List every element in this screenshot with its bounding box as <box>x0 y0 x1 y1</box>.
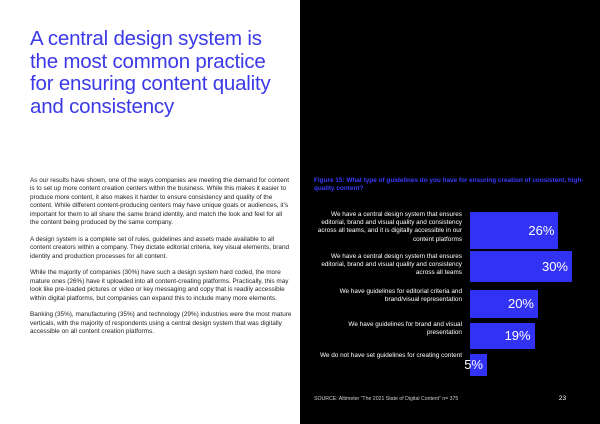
page-headline: A central design system is the most common practice for ensuring content quality and consistency <box>30 27 271 118</box>
bar-label: We have guidelines for editorial criteria and brand/visual representation <box>339 288 462 304</box>
body-paragraph: As our results have shown, one of the ways companies are meeting the demand for content is to set up more content creation centers within the business. While this makes it easier to produce more content, it also makes it harder to ensure consistency and quality of the content. While different content-producing centers may have unique goals or audiences, it’s important for them to all share the same brand identity, and match the look and feel for all the content being produced by the same company. <box>30 177 289 227</box>
body-text <box>30 177 292 345</box>
page-number: 23 <box>558 395 566 402</box>
bar-value-label: 30% <box>541 258 568 274</box>
bar-label: We have a central design system that ensures editorial, brand and visual quality and consistency across all teams <box>321 253 462 277</box>
body-paragraph: A design system is a complete set of rules, guidelines and assets made available to all content creators within a company. They dictate editorial criteria, key visual elements, brand identity and production processes for all content. <box>30 235 290 260</box>
bar-label: We have a central design system that ensures editorial, brand and visual quality and consistency across all teams, and it is digitally accessible in our content platforms <box>317 211 462 243</box>
chart-title: Figure 15: What type of guidelines do you have for ensuring creation of consistent, high-quality content? <box>314 177 584 193</box>
bar-value-label: 26% <box>528 222 555 238</box>
source-note: SOURCE: Altimeter “The 2021 State of Digital Content” n= 375 <box>314 396 459 402</box>
body-paragraph: While the majority of companies (30%) have such a design system hard coded, the more mature ones (26%) have it uploaded into all content-creating platforms. Practically, this may look like pre-loaded pictures or video or key messaging and copy that is readily accessible within digital platforms, but companies can expand this to include many more elements. <box>30 269 289 302</box>
body-paragraph: Banking (35%), manufacturing (35%) and technology (29%) industries were the most mature verticals, with the majority of respondents using a central design system that was digitally accessible on all content creation platforms. <box>30 311 292 336</box>
bar-value-label: 20% <box>507 296 534 311</box>
bar-value-label: 19% <box>504 328 531 343</box>
bar-label: We do not have set guidelines for creating content <box>320 352 462 359</box>
bar-label: We have guidelines for brand and visual presentation <box>348 321 462 337</box>
bar-value-label: 5% <box>464 357 483 372</box>
